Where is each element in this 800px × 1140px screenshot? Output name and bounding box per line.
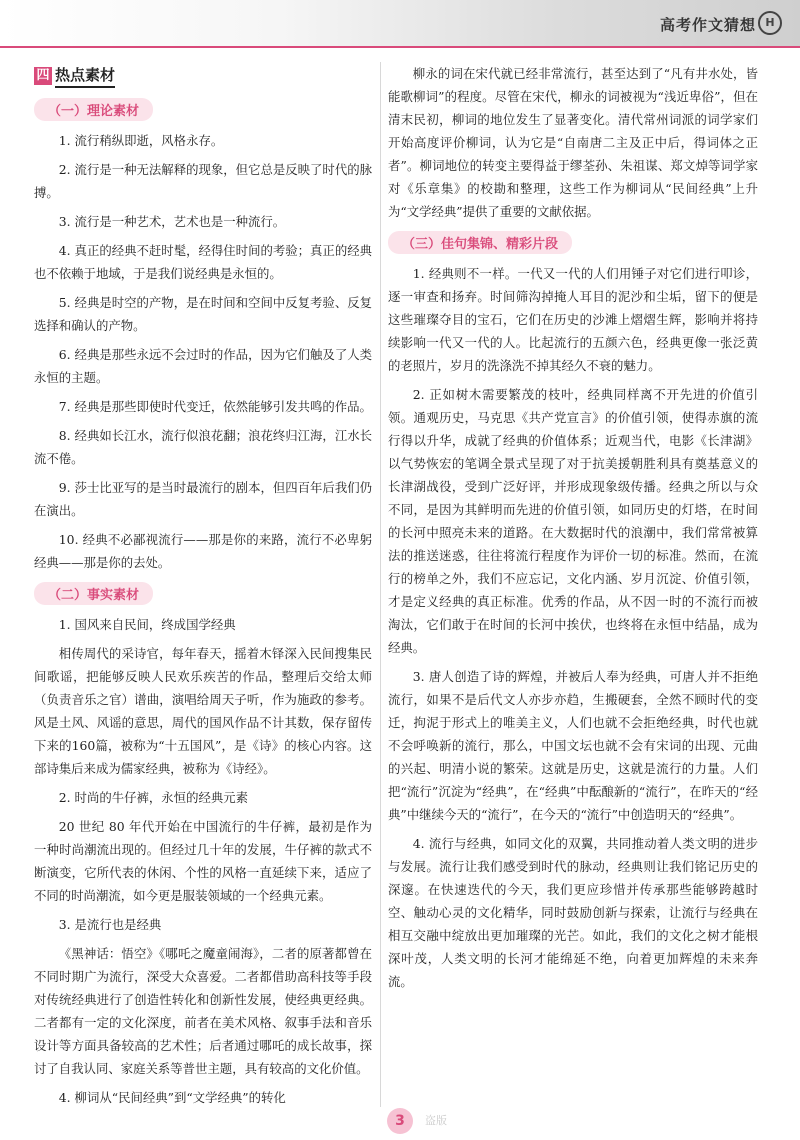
fact-heading: 3. 是流行也是经典 <box>58 917 162 932</box>
theory-item: 3. 流行是一种艺术，艺术也是一种流行。 <box>58 214 286 229</box>
section-title: 热点素材 <box>55 64 115 88</box>
right-column <box>388 62 758 999</box>
subsection-title-theory: （一）理论素材 <box>34 98 153 121</box>
fact-heading: 1. 国风来自民间，终成国学经典 <box>58 617 236 632</box>
brand-logo-icon: H <box>758 11 782 35</box>
watermark-stamp: 盗版 <box>425 1114 447 1127</box>
fact-heading: 4. 柳词从“民间经典”到“文学经典”的转化 <box>58 1090 286 1105</box>
column-divider <box>380 62 381 1107</box>
quote-paragraph: 1. 经典则不一样。一代又一代的人们用锤子对它们进行叩诊，逐一审查和扬弃。时间筛沟掉掩人耳目的泥沙和尘垢，留下的便是这些璀璨夺目的宝石，它们在历史的沙滩上熠熠生辉，影响并将持续影响一代又一代的人。比起流行的五颜六色，经典更像一张泛黄的老照片，岁月的洗涤洗不掉其经久不衰的魅力。 <box>388 266 758 373</box>
quote-paragraph: 2. 正如树木需要繁茂的枝叶，经典同样离不开先进的价值引领。通观历史，马克思《共产党宣言》的价值引领，使得赤旗的流行得以升华，成就了经典的价值体系；近观当代，电影《长津湖》以气势恢宏的笔调全景式呈现了对于抗美援朝胜利具有奠基意义的长津湖战役，受到广泛好评，并形成现象级传播。经典之所以与众不同，是因为其鲜明而先进的价值引领，如同历史的灯塔，在时间的长河中照亮未来的道路。在大数据时代的浪潮中，我们常常被算法的推送迷惑，往往将流行程度作为评价一切的标准。然而，在流行的榜单之外，我们不应忘记，文化内涵、岁月沉淀、价值引领，才是定义经典的真正标准。优秀的作品，从不因一时的不流行而被淘汰，它们敢于在时间的长河中挨伏，也终将在永恒中结晶，成为经典。 <box>388 387 758 655</box>
fact-heading: 2. 时尚的牛仔裤，永恒的经典元素 <box>58 790 249 805</box>
theory-item: 4. 真正的经典不赶时髦，经得住时间的考验；真正的经典也不依赖于地域，于是我们说经典是永恒的。 <box>34 243 372 281</box>
fact-body: 《黑神话：悟空》《哪吒之魔童闹海》，二者的原著都曾在不同时期广为流行，深受大众喜爱。二者都借助高科技等手段对传统经典进行了创造性转化和创新性发展，使经典更经典。二者都有一定的文化深度，前者在美术风格、叙事手法和音乐设计等方面具备较高的艺术性；后者通过哪吒的成长故事，探讨了自我认同、家庭关系等普世主题，具有较高的文化价值。 <box>34 946 372 1076</box>
left-column <box>34 62 372 1115</box>
theory-item: 8. 经典如长江水，流行似浪花翻；浪花终归江海，江水长流不倦。 <box>34 428 372 466</box>
header-rule <box>0 46 800 48</box>
fact-body: 20 世纪 80 年代开始在中国流行的牛仔裤，最初是作为一种时尚潮流出现的。但经过几十年的发展，牛仔裤的款式不断演变，它所代表的休闲、个性的风格一直延续下来，适应了不同的时尚潮流，如今更是服装领域的一个经典元素。 <box>34 819 372 903</box>
theory-item: 7. 经典是那些即使时代变迁，依然能够引发共鸣的作品。 <box>58 399 372 414</box>
subsection-title-facts: （二）事实素材 <box>34 582 153 605</box>
subsection-title-quotes: （三）佳句集锦、精彩片段 <box>388 231 572 254</box>
quote-paragraph: 3. 唐人创造了诗的辉煌，并被后人奉为经典，可唐人并不拒绝流行，如果不是后代文人亦步亦趋，生搬硬套，全然不顾时代的变迁，拘泥于形式上的唯美主义，人们也就不会拒绝经典，时代也就不会呼唤新的流行，那么，中国文坛也就不会有宋词的出现、元曲的兴起、明清小说的繁荣。这就是历史，这就是流行的力量。人们把“流行”沉淀为“经典”，在“经典”中酝酿新的“流行”，在昨天的“经典”中继续今天的“流行”，在今天的“流行”中创造明天的“经典”。 <box>388 669 758 822</box>
section-heading <box>34 64 372 88</box>
theory-item: 9. 莎士比亚写的是当时最流行的剧本，但四百年后我们仍在演出。 <box>34 480 372 518</box>
quote-paragraph: 4. 流行与经典，如同文化的双翼，共同推动着人类文明的进步与发展。流行让我们感受到时代的脉动，经典则让我们铭记历史的深邃。在快速迭代的今天，我们更应珍惜并传承那些能够跨越时空、触动心灵的文化精华，同时鼓励创新与探索，让流行与经典在相互交融中绽放出更加璀璨的光芒。如此，我们的文化之树才能根深叶茂，人类文明的长河才能绵延不绝，向着更加辉煌的未来奔流。 <box>388 836 758 989</box>
page-number: 3 <box>387 1108 413 1134</box>
section-number-badge: 四 <box>34 67 52 85</box>
theory-item: 6. 经典是那些永远不会过时的作品，因为它们触及了人类永恒的主题。 <box>34 347 372 385</box>
fact-body: 柳永的词在宋代就已经非常流行，甚至达到了“凡有井水处，皆能歌柳词”的程度。尽管在宋代，柳永的词被视为“浅近卑俗”，但在清末民初，柳词的地位发生了显著变化。清代常州词派的词学家们开始高度评价柳词，认为它是“自南唐二主及正中后，得词体之正者”。柳词地位的转变主要得益于缪荃孙、朱祖谋、郑文焯等词学家对《乐章集》的校勘和整理，这些工作为柳词从“民间经典”上升为“文学经典”提供了重要的文献依据。 <box>388 66 758 219</box>
theory-item: 5. 经典是时空的产物，是在时间和空间中反复考验、反复选择和确认的产物。 <box>34 295 372 333</box>
theory-item: 2. 流行是一种无法解释的现象，但它总是反映了时代的脉搏。 <box>34 162 372 200</box>
theory-item: 1. 流行稍纵即逝，风格永存。 <box>58 133 224 148</box>
theory-item: 10. 经典不必鄙视流行——那是你的来路，流行不必卑躬经典——那是你的去处。 <box>34 532 372 570</box>
page-header-title: 高考作文猜想 <box>659 16 756 34</box>
fact-body: 相传周代的采诗官，每年春天，摇着木铎深入民间搜集民间歌谣，把能够反映人民欢乐疾苦的作品，整理后交给太师（负责音乐之官）谱曲，演唱给周天子听，作为施政的参考。风是土风、风谣的意思，周代的国风作品不计其数，保存留传下来的160篇，被称为“十五国风”，是《诗》的核心内容。这部诗集后来成为儒家经典，被称为《诗经》。 <box>34 646 372 776</box>
